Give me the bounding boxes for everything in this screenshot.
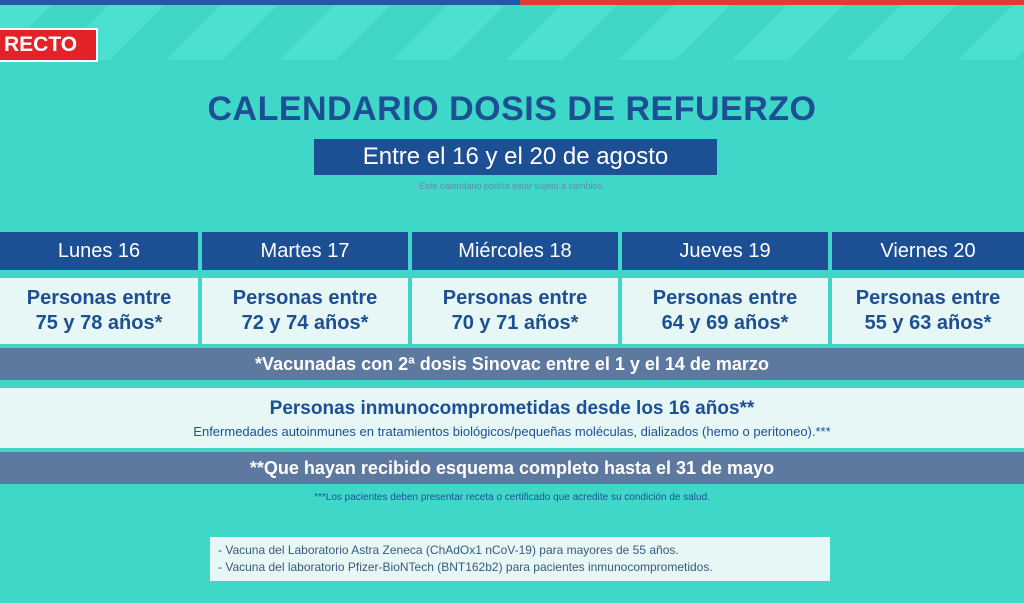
day-header-lunes: Lunes 16 <box>0 232 198 270</box>
date-range-subtitle: Entre el 16 y el 20 de agosto <box>314 139 717 175</box>
top-color-bar <box>0 0 1024 5</box>
day-header-miercoles: Miércoles 18 <box>412 232 618 270</box>
age-group-viernes <box>832 278 1024 344</box>
age-group-line1: Personas entre <box>652 287 798 309</box>
age-group-jueves <box>622 278 828 344</box>
age-group-lunes <box>0 278 198 344</box>
patients-footnote: ***Los pacientes deben presentar receta o certificado que acredite su condición de salud. <box>314 492 710 503</box>
sinovac-note-bar: *Vacunadas con 2ª dosis Sinovac entre el 1 y el 14 de marzo <box>0 348 1024 380</box>
immunocompromised-title: Personas inmunocomprometidas desde los 16 años** <box>269 398 755 419</box>
day-header-jueves: Jueves 19 <box>622 232 828 270</box>
age-group-line1: Personas entre <box>442 287 588 309</box>
age-groups-row <box>0 278 1024 344</box>
background-stripes <box>0 0 1024 60</box>
age-group-line2: 72 y 74 años* <box>241 312 369 334</box>
schedule-complete-note-bar: **Que hayan recibido esquema completo hasta el 31 de mayo <box>0 452 1024 484</box>
day-header-viernes: Viernes 20 <box>832 232 1024 270</box>
age-group-line2: 75 y 78 años* <box>35 312 163 334</box>
day-header-martes: Martes 17 <box>202 232 408 270</box>
age-group-line1: Personas entre <box>26 287 172 309</box>
age-group-line1: Personas entre <box>232 287 378 309</box>
page-title: CALENDARIO DOSIS DE REFUERZO <box>207 90 817 128</box>
live-badge: RECTO <box>0 28 98 62</box>
age-group-martes <box>202 278 408 344</box>
vaccine-info-box <box>210 537 830 581</box>
day-headers-row <box>0 232 1024 270</box>
immunocompromised-section <box>0 388 1024 448</box>
age-group-line2: 70 y 71 años* <box>451 312 579 334</box>
age-group-line1: Personas entre <box>855 287 1001 309</box>
vaccine-line-pfizer: - Vacuna del laboratorio Pfizer-BioNTech (BNT162b2) para pacientes inmunocomprometidos. <box>218 560 713 574</box>
vaccine-line-astrazeneca: - Vacuna del Laboratorio Astra Zeneca (ChAdOx1 nCoV-19) para mayores de 55 años. <box>218 543 679 557</box>
age-group-miercoles <box>412 278 618 344</box>
age-group-line2: 64 y 69 años* <box>661 312 789 334</box>
immunocompromised-detail: Enfermedades autoinmunes en tratamientos biológicos/pequeñas moléculas, dializados (hemo o peritoneo).*** <box>193 424 831 439</box>
age-group-line2: 55 y 63 años* <box>864 312 992 334</box>
disclaimer-text: Este calendario podría estar sujeto a cambios. <box>419 181 605 191</box>
